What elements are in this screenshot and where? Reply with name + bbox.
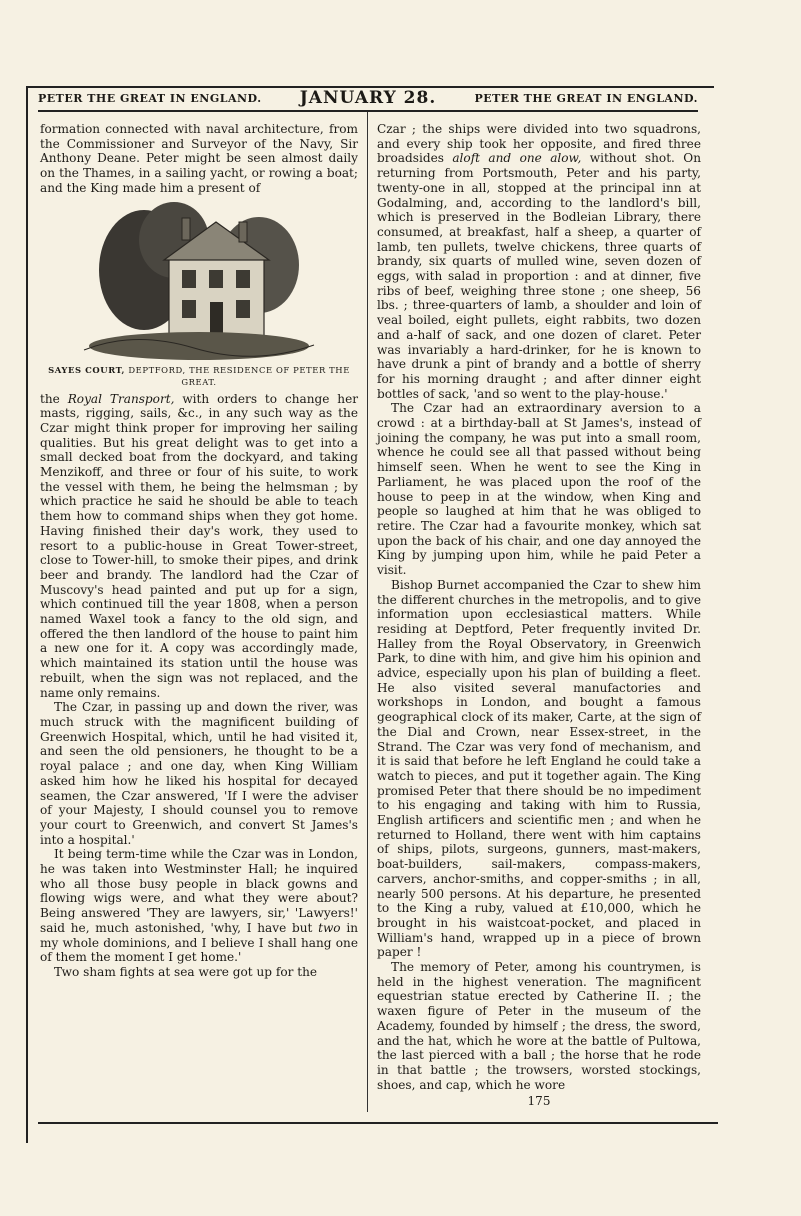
running-title-left: PETER THE GREAT IN ENGLAND.: [38, 91, 262, 105]
figure-caption: [40, 364, 358, 388]
paragraph-bishop-burnet: Bishop Burnet accompanied the Czar to shew him the different churches in the metropolis, and to give information upon ecclesiastical matters. While residing at Deptford, Peter frequently invited Dr. Halley from the Royal Observatory, in Greenwich Park, to dine with him, and give him his opinion and advice, especially upon his plan of building a fleet. He also visited several manufactories and workshops in London, and bought a famous geographical clock of its maker, Carte, at the sign of the Dial and Crown, near Essex-street, in the Strand. The Czar was very fond of mechanism, and it is said that before he left England he could take a watch to pieces, and put it together again. The King promised Peter that there should be no impediment to his engaging and taking with him to Russia, English artificers and scientific men ; and when he returned to Holland, there went with him captains of ships, pilots, surgeons, gunners, mast-makers, boat-builders, sail-makers, compass-makers, carvers, anchor-smiths, and copper-smiths ; in all, nearly 500 persons. At his departure, he presented to the King a ruby, valued at £10,000, which he brought in his waistcoat-pocket, and placed in William's hand, wrapped up in a piece of brown paper !: [377, 577, 701, 960]
paragraph-czar-squadrons: [377, 122, 701, 401]
sayes-court-illustration: [74, 200, 324, 360]
italic-run: two: [318, 920, 341, 935]
running-title-right: PETER THE GREAT IN ENGLAND.: [474, 91, 698, 105]
paragraph-memory: The memory of Peter, among his countrymen, is held in the highest veneration. The magnificent equestrian statue erected by Catherine II. ; the waxen figure of Peter in the museum of the Academy, founded by himself ; the dress, the sword, and the hat, which he wore at the battle of Pultowa, the last pierced with a ball ; the horse that he rode in that battle ; the trowsers, worsted stockings, shoes, and cap, which he wore: [377, 960, 701, 1092]
page-date: JANUARY 28.: [299, 88, 437, 108]
italic-run: Royal Transport,: [67, 391, 175, 406]
bottom-rule: [38, 1122, 718, 1124]
paragraph-royal-transport: [40, 392, 358, 701]
text-run: without shot. On returning from Portsmouth, Peter and his party, twenty-one in all, stopped at the principal inn at Godalming, and, according to the landlord's bill, which is preserved in the Bodleian Library, there consumed, at breakfast, half a sheep, a quarter of lamb, ten pullets, twelve chickens, three quarts of brandy, six quarts of mulled wine, seven dozen of eggs, with salad in proportion : and at dinner, five ribs of beef, weighing three stone ; one sheep, 56 lbs. ; three-quarters of lamb, a shoulder and loin of veal boiled, eight pullets, eight rabbits, two dozen and a-half of sack, and one dozen of claret. Peter was invariably a hard-drinker, for he is known to have drunk a pint of brandy and a bottle of sherry for his morning draught ; and after dinner eight bottles of sack, 'and so went to the play-house.': [377, 151, 702, 401]
paragraph-crowd: The Czar had an extraordinary aversion to a crowd : at a birthday-ball at St James's, instead of joining the company, he was put into a small room, whence he could see all that passed without being himself seen. When he went to see the King in Parliament, he was placed upon the roof of the house to peep in at the window, when King and people so laughed at him that he was obliged to retire. The Czar had a favourite monkey, which sat upon the back of his chair, and one day annoyed the King by jumping upon him, while he paid Peter a visit.: [377, 401, 701, 578]
column-divider: [367, 112, 368, 1112]
italic-run: aloft and one alow,: [452, 151, 582, 166]
paragraph-lawyers: [40, 847, 358, 965]
paragraph-sham-fights: Two sham fights at sea were got up for the: [54, 964, 318, 979]
paragraph-intro: formation connected with naval architecture, from the Commissioner and Surveyor of the Navy, Sir Anthony Deane. Peter might be seen almost daily on the Thames, in a sailing yacht, or rowing a boat; and the King made him a present of: [40, 122, 358, 195]
text-run: in my whole dominions, and I believe I shall hang one of them the moment I get home.': [40, 920, 358, 965]
right-column: [377, 122, 701, 1109]
page-number: 175: [527, 1094, 551, 1109]
caption-lead: SAYES COURT,: [48, 364, 126, 375]
text-run: Czar ; the ships were divided into two squadrons, and every ship took her opposite, and fired three broadsides: [377, 122, 701, 166]
paragraph-greenwich: The Czar, in passing up and down the river, was much struck with the magnificent building of Greenwich Hospital, which, until he had visited it, and seen the old pensioners, he thought to be a royal palace ; and one day, when King William asked him how he liked his hospital for decayed seamen, the Czar answered, 'If I were the adviser of your Majesty, I should counsel you to remove your court to Greenwich, and convert St James's into a hospital.': [40, 700, 358, 847]
text-run: the: [40, 391, 68, 406]
figure-sayes-court: [40, 200, 358, 388]
text-run: with orders to change her masts, rigging, sails, &c., in any such way as the Czar might think proper for improving her sailing qualities. But his great delight was to get into a small decked boat from the dockyard, and taking Menzikoff, and three or four of his suite, to work the vessel with them, he being the helmsman ; by which practice he said he should be able to teach them how to command ships when they got home. Having finished their day's work, they used to resort to a public-house in Great Tower-street, close to Tower-hill, to smoke their pipes, and drink beer and brandy. The landlord had the Czar of Muscovy's head painted and put up for a sign, which continued till the year 1808, when a person named Waxel took a fancy to the old sign, and offered the then landlord of the house to paint him a new one for it. A copy was accordingly made, which maintained its station until the house was rebuilt, when the sign was not replaced, and the name only remains.: [40, 391, 359, 700]
left-column: [40, 122, 358, 980]
caption-rest: DEPTFORD, THE RESIDENCE OF PETER THE GREAT.: [128, 364, 350, 387]
page-header: [38, 86, 698, 112]
text-run: It being term-time while the Czar was in London, he was taken into Westminster Hall; he inquired who all those busy people in black gowns and flowing wigs were, and what they were about? Being answered 'They are lawyers, sir,' 'Lawyers!' said he, much astonished, 'why, I have but: [40, 847, 358, 935]
